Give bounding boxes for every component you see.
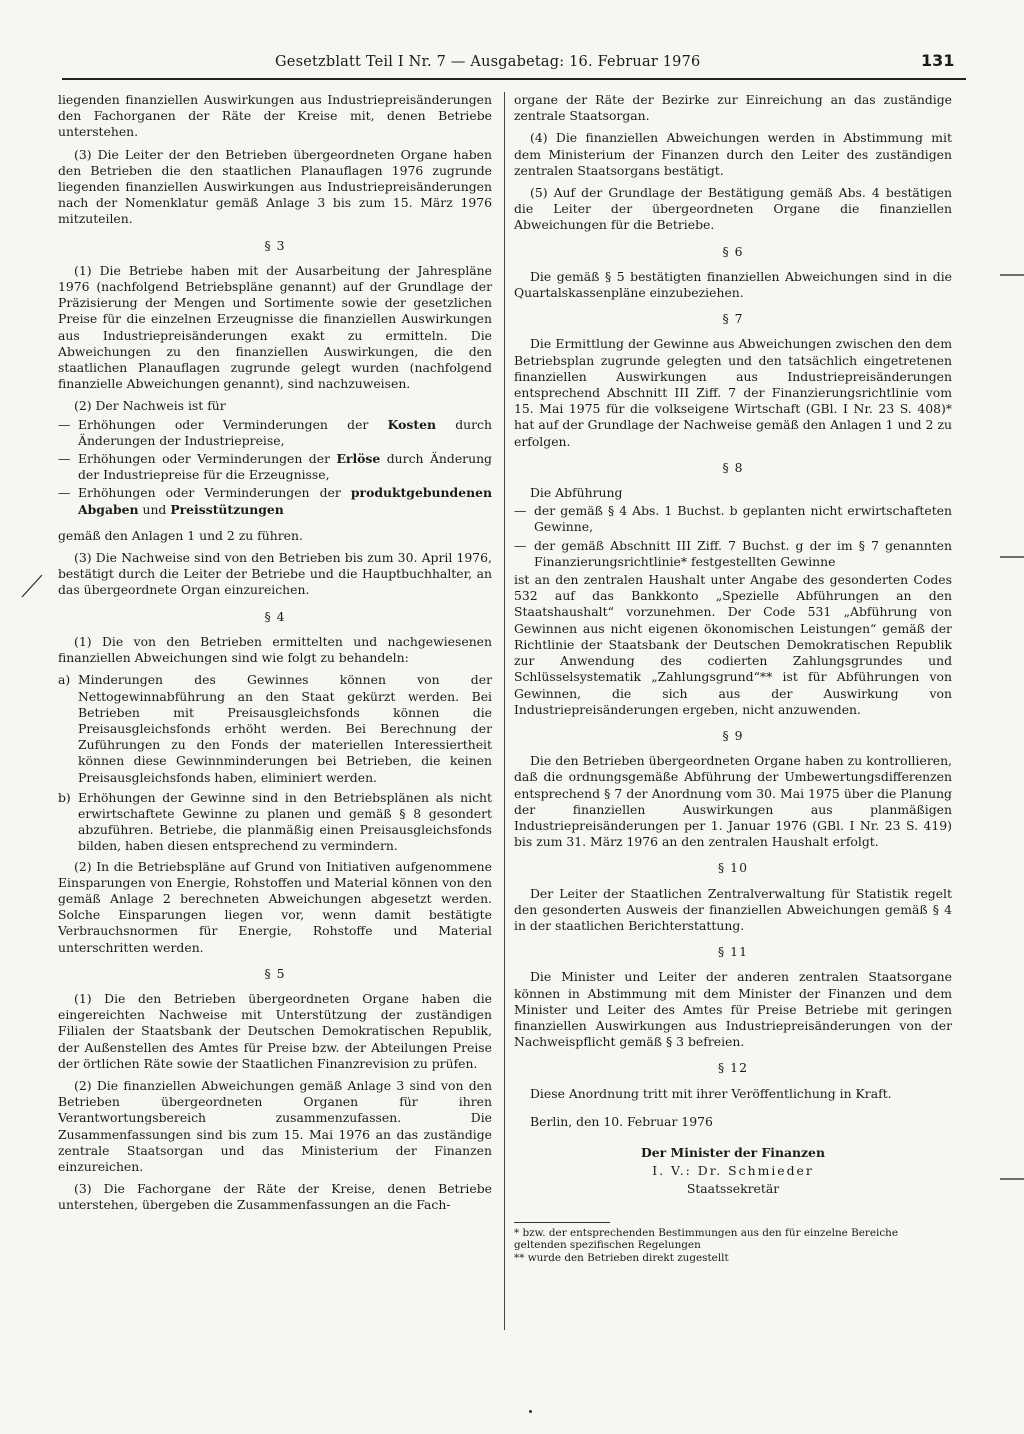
paragraph: (5) Auf der Grundlage der Bestätigung gemäß Abs. 4 bestätigen die Leiter der übergeordneten Organe die finanziellen Abweichungen für die Betriebe. bbox=[514, 185, 952, 233]
dash-mark: — bbox=[58, 451, 71, 467]
list-item: — Erhöhungen oder Verminderungen der Erlöse durch Änderung der Industriepreise für die Erzeugnisse, bbox=[58, 451, 492, 483]
section-heading-12: § 12 bbox=[718, 1060, 748, 1076]
column-divider bbox=[504, 92, 505, 1330]
paragraph: (3) Die Leiter der den Betrieben übergeordneten Organe haben den Betrieben die den staatlichen Planauflagen 1976 zugrunde liegenden finanziellen Auswirkungen aus Industriepreisänderungen nach der Nomenklatur gemäß Anlage 3 bis zum 15. März 1976 mitzuteilen. bbox=[58, 146, 492, 227]
dash-mark: — bbox=[514, 503, 527, 519]
paragraph: Die Abführung bbox=[530, 485, 623, 501]
footnote-rule bbox=[514, 1222, 610, 1223]
paragraph: (2) Der Nachweis ist für bbox=[74, 398, 226, 414]
paragraph: Die Minister und Leiter der anderen zentralen Staatsorgane können in Abstimmung mit dem Minister der Finanzen und dem Minister und Leiter des Amtes für Preise Betriebe mit geringen finanziellen Auswirkungen aus Industriepreisänderungen von der Nachweispflicht gemäß § 3 befreien. bbox=[514, 969, 952, 1050]
section-heading-3: § 3 bbox=[264, 237, 286, 253]
section-heading-4: § 4 bbox=[264, 608, 286, 624]
signer-title: Der Minister der Finanzen bbox=[641, 1144, 825, 1160]
scan-edge-mark bbox=[1000, 1166, 1024, 1170]
paragraph: Die gemäß § 5 bestätigten finanziellen Abweichungen sind in die Quartalskassenpläne einzubeziehen. bbox=[514, 268, 952, 301]
right-column bbox=[514, 92, 952, 1264]
signature-block bbox=[514, 1144, 952, 1198]
paragraph: (2) In die Betriebspläne auf Grund von Initiativen aufgenommene Einsparungen von Energie, Rohstoffen und Material können von den gemäß Anlage 2 berechneten Abweichungen abgesetzt werden. Solche Einsparungen liegen vor, wenn damit bestätigte Verbrauchsnormen für Energie, Rohstoffe und Material unterschritten werden. bbox=[58, 858, 492, 955]
footnote: * bzw. der entsprechenden Bestimmungen aus den für einzelne Bereiche geltenden spezifischen Regelungen bbox=[514, 1226, 898, 1252]
paragraph: Die den Betrieben übergeordneten Organe haben zu kontrollieren, daß die ordnungsgemäße Abführung der Umbewertungsdifferenzen entsprechend § 7 der Anordnung vom 30. Mai 1975 über die Planung der finanziellen Auswirkungen aus planmäßigen Industriepreisänderungen per 1. Januar 1976 (GBl. I Nr. 23 S. 419) bis zum 31. März 1976 an den zentralen Haushalt erfolgt. bbox=[514, 753, 952, 850]
paragraph: (3) Die Fachorgane der Räte der Kreise, denen Betriebe unterstehen, übergeben die Zusammenfassungen an die Fach- bbox=[58, 1181, 492, 1213]
signer-name: I. V.: Dr. Schmieder bbox=[652, 1162, 814, 1178]
paragraph: liegenden finanziellen Auswirkungen aus Industriepreisänderungen den Fachorganen der Räte der Kreise mit, denen Betriebe unterstehen. bbox=[58, 92, 492, 140]
margin-pen-mark bbox=[20, 573, 44, 599]
place-date: Berlin, den 10. Februar 1976 bbox=[530, 1113, 713, 1129]
paragraph: Diese Anordnung tritt mit ihrer Veröffentlichung in Kraft. bbox=[530, 1085, 892, 1101]
list-marker: a) bbox=[58, 672, 71, 688]
scan-edge-mark bbox=[1000, 544, 1024, 548]
dash-mark: — bbox=[58, 485, 71, 501]
paragraph: ist an den zentralen Haushalt unter Angabe des gesonderten Codes 532 auf das Bankkonto „Spezielle Abführungen an den Staatshaushalt“ vorzunehmen. Der Code 531 „Abführung von Gewinnen aus nicht eigenen ökonomischen Leistungen“ gemäß der Richtlinie der Staatsbank der Deutschen Demokratischen Republik zur Anwendung des codierten Zahlungsgrundes und Schlüsselsystematik „Zahlungsgrund“** ist für Abführungen von Gewinnen, die sich aus der Auswirkung von Industriepreisänderungen ergeben, nicht anzuwenden. bbox=[514, 572, 952, 717]
paragraph: (1) Die von den Betrieben ermittelten und nachgewiesenen finanziellen Abweichungen sind wie folgt zu behandeln: bbox=[58, 633, 492, 666]
paragraph: (4) Die finanziellen Abweichungen werden in Abstimmung mit dem Ministerium der Finanzen durch den Leiter des zuständigen zentralen Staatsorgans bestätigt. bbox=[514, 130, 952, 178]
dash-mark: — bbox=[514, 537, 527, 553]
footnote: ** wurde den Betrieben direkt zugestellt bbox=[514, 1251, 729, 1264]
section-heading-9: § 9 bbox=[722, 727, 744, 743]
header-rule bbox=[62, 78, 966, 80]
page-number: 131 bbox=[921, 51, 955, 70]
paragraph: (1) Die Betriebe haben mit der Ausarbeitung der Jahrespläne 1976 (nachfolgend Betriebspläne genannt) auf der Grundlage der Präzisierung der Mengen und Sortimente sowie der gesetzlichen Preise für die einzelnen Erzeugnisse die finanziellen Auswirkungen aus Industriepreisänderungen exakt zu ermitteln. Die Abweichungen zu den finanziellen Auswirkungen, die den staatlichen Planauflagen zugrunde gelegt wurden (nachfolgend finanzielle Abweichungen genannt), sind nachzuweisen. bbox=[58, 262, 492, 392]
list-item: b) Erhöhungen der Gewinne sind in den Betriebsplänen als nicht erwirtschaftete Gewinne zu planen und gemäß § 8 gesondert abzuführen. Betriebe, die planmäßig einen Preisausgleichsfonds bilden, haben diesen entsprechend zu vermindern. bbox=[58, 789, 492, 854]
paragraph: Der Leiter der Staatlichen Zentralverwaltung für Statistik regelt den gesonderten Ausweis der finanziellen Abweichungen gemäß § 4 in der staatlichen Berichterstattung. bbox=[514, 885, 952, 933]
section-heading-10: § 10 bbox=[718, 860, 748, 876]
left-column bbox=[58, 92, 492, 1220]
signer-role: Staatssekretär bbox=[686, 1180, 780, 1196]
paragraph: gemäß den Anlagen 1 und 2 zu führen. bbox=[58, 527, 303, 543]
section-heading-11: § 11 bbox=[718, 944, 748, 960]
paragraph: Die Ermittlung der Gewinne aus Abweichungen zwischen den dem Betriebsplan zugrunde gelegten und den tatsächlich eingetretenen finanziellen Auswirkungen aus Industriepreisänderungen entsprechend Abschnitt III Ziff. 7 der Finanzierungsrichtlinie vom 15. Mai 1975 für die volkseigene Wirtschaft (GBl. I Nr. 23 S. 408)* hat auf der Grundlage der Nachweise gemäß den Anlagen 1 und 2 zu erfolgen. bbox=[514, 336, 952, 449]
header-title: Gesetzblatt Teil I Nr. 7 — Ausgabetag: 16. Februar 1976 bbox=[275, 54, 701, 70]
list-marker: b) bbox=[58, 789, 71, 805]
paragraph: organe der Räte der Bezirke zur Einreichung an das zuständige zentrale Staatsorgan. bbox=[514, 92, 952, 124]
paragraph: (2) Die finanziellen Abweichungen gemäß Anlage 3 sind von den Betrieben übergeordneten Organen für ihren Verantwortungsbereich zusammenzufassen. Die Zusammenfassungen sind bis zum 15. Mai 1976 an das zuständige zentrale Staatsorgan und das Ministerium der Finanzen einzureichen. bbox=[58, 1077, 492, 1174]
list-item: a) Minderungen des Gewinnes können von der Nettogewinnabführung an den Staat gekürzt werden. Bei Betrieben mit Preisausgleichsfonds können die Preisausgleichsfonds erhöht werden. Bei Berechnung der Zuführungen zu den Fonds der materiellen Interessiertheit können diese Gewinnminderungen bei Betrieben, die keinen Preisausgleichsfonds haben, eliminiert werden. bbox=[58, 672, 492, 785]
section-heading-7: § 7 bbox=[722, 311, 744, 327]
section-heading-6: § 6 bbox=[722, 243, 744, 259]
page-header bbox=[0, 44, 1024, 84]
section-heading-8: § 8 bbox=[722, 459, 744, 475]
list-item: — der gemäß Abschnitt III Ziff. 7 Buchst. g der im § 7 genannten Finanzierungsrichtlinie* festgestellten Gewinne bbox=[514, 537, 952, 569]
list-item: — Erhöhungen oder Verminderungen der produktgebundenen Abgaben und Preisstützungen bbox=[58, 485, 492, 517]
list-item: — Erhöhungen oder Verminderungen der Kosten durch Änderungen der Industriepreise, bbox=[58, 416, 492, 448]
list-item: — der gemäß § 4 Abs. 1 Buchst. b geplanten nicht erwirtschafteten Gewinne, bbox=[514, 503, 952, 535]
scan-edge-mark bbox=[1000, 262, 1024, 266]
dash-mark: — bbox=[58, 416, 71, 432]
section-heading-5: § 5 bbox=[264, 965, 286, 981]
scan-dot bbox=[529, 1410, 532, 1413]
paragraph: (1) Die den Betrieben übergeordneten Organe haben die eingereichten Nachweise mit Unterstützung der zuständigen Filialen der Staatsbank der Deutschen Demokratischen Republik, der Außenstellen des Amtes für Preise bzw. der Abteilungen Preise der örtlichen Räte sowie der Staatlichen Finanzrevision zu prüfen. bbox=[58, 990, 492, 1071]
paragraph: (3) Die Nachweise sind von den Betrieben bis zum 30. April 1976, bestätigt durch die Leiter der Betriebe und die Hauptbuchhalter, an das übergeordnete Organ einzureichen. bbox=[58, 550, 492, 598]
